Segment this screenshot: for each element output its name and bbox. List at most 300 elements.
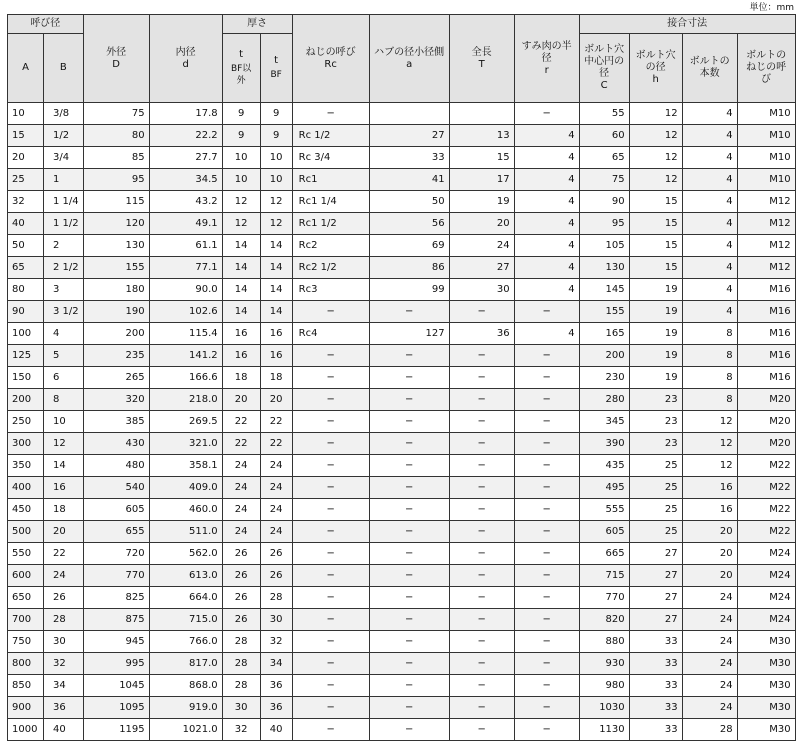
thread-name-label: ねじの呼び — [305, 46, 356, 58]
bolt-circle-cell: 665 — [579, 543, 629, 565]
thickness-non-bf-cell: 28 — [222, 675, 260, 697]
outer-diameter-cell: 155 — [83, 257, 149, 279]
bolt-circle-cell: 435 — [579, 455, 629, 477]
nominal-a-cell: 150 — [8, 367, 44, 389]
total-length-cell: − — [449, 543, 514, 565]
nominal-a-cell: 125 — [8, 345, 44, 367]
total-length-cell: − — [449, 499, 514, 521]
fillet-radius-cell: − — [514, 587, 579, 609]
fillet-radius-cell: 4 — [514, 125, 579, 147]
bolt-thread-cell: M24 — [737, 609, 795, 631]
fillet-radius-cell: 4 — [514, 323, 579, 345]
inner-diameter-symbol: d — [182, 58, 189, 70]
thread-name-header — [292, 15, 369, 103]
bolt-circle-cell: 200 — [579, 345, 629, 367]
table-row — [8, 587, 796, 609]
table-row — [8, 565, 796, 587]
thickness-bf-cell: 30 — [260, 609, 292, 631]
inner-diameter-cell: 664.0 — [149, 587, 222, 609]
total-length-cell: 15 — [449, 147, 514, 169]
thickness-bf-cell: 20 — [260, 389, 292, 411]
inner-diameter-header — [149, 15, 222, 103]
bolt-count-cell: 20 — [682, 521, 737, 543]
thickness-non-bf-cell: 24 — [222, 521, 260, 543]
outer-diameter-cell: 995 — [83, 653, 149, 675]
thread-name-cell: Rc3 — [292, 279, 369, 301]
fillet-radius-cell: − — [514, 389, 579, 411]
fillet-radius-cell: − — [514, 499, 579, 521]
fillet-radius-cell: − — [514, 103, 579, 125]
nominal-a-cell: 500 — [8, 521, 44, 543]
inner-diameter-cell: 817.0 — [149, 653, 222, 675]
thickness-non-bf-cell: 28 — [222, 631, 260, 653]
bolt-circle-cell: 95 — [579, 213, 629, 235]
hub-diameter-cell: − — [369, 433, 449, 455]
thread-name-cell: Rc2 — [292, 235, 369, 257]
thickness-bf-cell: 24 — [260, 477, 292, 499]
hub-diameter-cell: − — [369, 609, 449, 631]
bolt-hole-cell: 12 — [629, 147, 682, 169]
bolt-count-cell: 4 — [682, 213, 737, 235]
total-length-cell: − — [449, 653, 514, 675]
inner-diameter-cell: 409.0 — [149, 477, 222, 499]
thickness-non-bf-cell: 12 — [222, 213, 260, 235]
inner-diameter-cell: 766.0 — [149, 631, 222, 653]
thread-name-cell: Rc 1/2 — [292, 125, 369, 147]
nominal-b-cell: 22 — [44, 543, 84, 565]
bolt-hole-cell: 25 — [629, 521, 682, 543]
outer-diameter-cell: 1195 — [83, 719, 149, 741]
nominal-b-cell: 34 — [44, 675, 84, 697]
bolt-hole-cell: 27 — [629, 543, 682, 565]
hub-diameter-cell: − — [369, 367, 449, 389]
total-length-cell: 30 — [449, 279, 514, 301]
thickness-non-bf-cell: 32 — [222, 719, 260, 741]
bolt-count-cell: 24 — [682, 609, 737, 631]
total-length-cell: − — [449, 367, 514, 389]
bolt-hole-cell: 19 — [629, 301, 682, 323]
bolt-hole-cell: 23 — [629, 433, 682, 455]
nominal-a-cell: 65 — [8, 257, 44, 279]
thickness-non-bf-cell: 24 — [222, 455, 260, 477]
nominal-b-cell: 6 — [44, 367, 84, 389]
total-length-cell: − — [449, 697, 514, 719]
bolt-hole-symbol: h — [652, 74, 659, 85]
inner-diameter-cell: 90.0 — [149, 279, 222, 301]
thickness-non-bf-cell: 26 — [222, 609, 260, 631]
total-length-cell: − — [449, 477, 514, 499]
thickness-non-bf-cell: 16 — [222, 345, 260, 367]
inner-diameter-cell: 358.1 — [149, 455, 222, 477]
hub-diameter-cell: − — [369, 653, 449, 675]
fillet-radius-cell: 4 — [514, 257, 579, 279]
thickness-non-bf-cell: 10 — [222, 169, 260, 191]
bolt-count-cell: 4 — [682, 169, 737, 191]
bolt-thread-cell: M22 — [737, 477, 795, 499]
thread-name-cell: − — [292, 345, 369, 367]
hub-diameter-cell: − — [369, 345, 449, 367]
thread-name-cell: − — [292, 301, 369, 323]
nominal-b-cell: 5 — [44, 345, 84, 367]
outer-diameter-header — [83, 15, 149, 103]
bolt-thread-cell: M30 — [737, 675, 795, 697]
nominal-a-cell: 700 — [8, 609, 44, 631]
fillet-radius-cell: − — [514, 675, 579, 697]
fillet-radius-cell: 4 — [514, 191, 579, 213]
nominal-size-group-header: 呼び径 — [8, 15, 84, 34]
thread-name-cell: − — [292, 103, 369, 125]
nominal-a-cell: 50 — [8, 235, 44, 257]
inner-diameter-cell: 715.0 — [149, 609, 222, 631]
bolt-circle-label: ボルト穴中心円の径 — [584, 44, 625, 79]
bolt-thread-cell: M16 — [737, 279, 795, 301]
bolt-count-cell: 4 — [682, 191, 737, 213]
thread-name-cell: − — [292, 521, 369, 543]
thickness-bf-cell: 36 — [260, 675, 292, 697]
nominal-a-cell: 80 — [8, 279, 44, 301]
hub-diameter-cell: − — [369, 499, 449, 521]
hub-diameter-cell: − — [369, 565, 449, 587]
bolt-circle-cell: 75 — [579, 169, 629, 191]
bolt-circle-cell: 390 — [579, 433, 629, 455]
hub-diameter-cell: 86 — [369, 257, 449, 279]
nominal-a-cell: 650 — [8, 587, 44, 609]
bolt-hole-cell: 23 — [629, 411, 682, 433]
thickness-non-bf-cell: 26 — [222, 543, 260, 565]
nominal-b-cell: 1 1/4 — [44, 191, 84, 213]
fillet-radius-cell: − — [514, 543, 579, 565]
bolt-circle-cell: 820 — [579, 609, 629, 631]
thickness-bf-cell: 36 — [260, 697, 292, 719]
table-row — [8, 323, 796, 345]
table-row — [8, 103, 796, 125]
table-row — [8, 543, 796, 565]
bolt-circle-cell: 60 — [579, 125, 629, 147]
thickness-bf-cell: 9 — [260, 125, 292, 147]
bolt-hole-cell: 12 — [629, 125, 682, 147]
table-row — [8, 125, 796, 147]
bolt-thread-cell: M16 — [737, 345, 795, 367]
bolt-thread-cell: M20 — [737, 433, 795, 455]
hub-diameter-cell: 56 — [369, 213, 449, 235]
thread-name-symbol: Rc — [324, 58, 337, 70]
bolt-thread-cell: M10 — [737, 103, 795, 125]
thickness-non-bf-cell: 14 — [222, 301, 260, 323]
bolt-circle-cell: 55 — [579, 103, 629, 125]
outer-diameter-cell: 235 — [83, 345, 149, 367]
inner-diameter-label: 内径 — [175, 46, 196, 58]
thickness-non-bf-cell: 9 — [222, 125, 260, 147]
inner-diameter-cell: 77.1 — [149, 257, 222, 279]
bolt-hole-cell: 27 — [629, 609, 682, 631]
inner-diameter-cell: 27.7 — [149, 147, 222, 169]
bolt-circle-cell: 980 — [579, 675, 629, 697]
nominal-b-cell: 3 1/2 — [44, 301, 84, 323]
nominal-a-cell: 600 — [8, 565, 44, 587]
thickness-bf-cell: 18 — [260, 367, 292, 389]
table-row — [8, 697, 796, 719]
nominal-b-cell: 4 — [44, 323, 84, 345]
bolt-thread-cell: M24 — [737, 587, 795, 609]
table-row — [8, 653, 796, 675]
thickness-bf-cell: 24 — [260, 499, 292, 521]
flange-dimension-table-wrap — [7, 14, 796, 741]
bolt-hole-cell: 23 — [629, 389, 682, 411]
nominal-a-cell: 90 — [8, 301, 44, 323]
outer-diameter-cell: 320 — [83, 389, 149, 411]
nominal-a-header: A — [8, 34, 44, 103]
thickness-bf-cell: 22 — [260, 411, 292, 433]
outer-diameter-cell: 85 — [83, 147, 149, 169]
thickness-non-bf-cell: 10 — [222, 147, 260, 169]
bolt-hole-cell: 19 — [629, 345, 682, 367]
table-row — [8, 213, 796, 235]
bolt-hole-cell: 25 — [629, 477, 682, 499]
hub-diameter-cell: 69 — [369, 235, 449, 257]
bolt-thread-cell: M12 — [737, 235, 795, 257]
bolt-thread-cell: M16 — [737, 323, 795, 345]
bolt-count-cell: 4 — [682, 235, 737, 257]
bolt-count-cell: 8 — [682, 345, 737, 367]
thickness-non-bf-cell: 9 — [222, 103, 260, 125]
thread-name-cell: Rc1 1/2 — [292, 213, 369, 235]
hub-diameter-header — [369, 15, 449, 103]
outer-diameter-cell: 115 — [83, 191, 149, 213]
inner-diameter-cell: 34.5 — [149, 169, 222, 191]
bolt-thread-cell: M30 — [737, 631, 795, 653]
bolt-hole-cell: 19 — [629, 367, 682, 389]
bolt-circle-cell: 90 — [579, 191, 629, 213]
thickness-non-bf-cell: 22 — [222, 433, 260, 455]
outer-diameter-cell: 190 — [83, 301, 149, 323]
table-row — [8, 301, 796, 323]
fillet-radius-cell: − — [514, 609, 579, 631]
table-row — [8, 455, 796, 477]
fillet-radius-cell: − — [514, 631, 579, 653]
bolt-count-cell: 12 — [682, 411, 737, 433]
thickness-non-bf-header — [222, 34, 260, 103]
bolt-hole-cell: 12 — [629, 103, 682, 125]
total-length-cell: − — [449, 345, 514, 367]
nominal-a-cell: 900 — [8, 697, 44, 719]
fillet-radius-cell: − — [514, 455, 579, 477]
table-row — [8, 257, 796, 279]
bolt-circle-cell: 880 — [579, 631, 629, 653]
bolt-circle-cell: 280 — [579, 389, 629, 411]
fillet-radius-cell: − — [514, 411, 579, 433]
total-length-cell: − — [449, 389, 514, 411]
bolt-count-cell: 4 — [682, 301, 737, 323]
inner-diameter-cell: 166.6 — [149, 367, 222, 389]
hub-diameter-cell: − — [369, 411, 449, 433]
bolt-hole-cell: 27 — [629, 565, 682, 587]
bolt-count-cell: 4 — [682, 125, 737, 147]
inner-diameter-cell: 1021.0 — [149, 719, 222, 741]
bolt-circle-cell: 495 — [579, 477, 629, 499]
thickness-non-bf-cell: 26 — [222, 587, 260, 609]
bolt-circle-symbol: C — [600, 80, 608, 91]
bolt-hole-label: ボルト穴の径 — [635, 50, 676, 73]
hub-diameter-cell: − — [369, 521, 449, 543]
thickness-bf-header — [260, 34, 292, 103]
nominal-b-cell: 24 — [44, 565, 84, 587]
thread-name-cell: − — [292, 367, 369, 389]
table-row — [8, 521, 796, 543]
table-row — [8, 279, 796, 301]
bolt-thread-cell: M12 — [737, 213, 795, 235]
nominal-a-cell: 400 — [8, 477, 44, 499]
thickness-non-bf-cell: 16 — [222, 323, 260, 345]
thickness-non-bf-sub: BF以外 — [230, 64, 252, 86]
thread-name-cell: − — [292, 477, 369, 499]
total-length-cell: − — [449, 587, 514, 609]
bolt-circle-cell: 230 — [579, 367, 629, 389]
thickness-non-bf-cell: 24 — [222, 477, 260, 499]
total-length-header — [449, 15, 514, 103]
outer-diameter-cell: 75 — [83, 103, 149, 125]
bolt-count-cell: 24 — [682, 675, 737, 697]
hub-diameter-cell: − — [369, 587, 449, 609]
outer-diameter-cell: 825 — [83, 587, 149, 609]
bolt-circle-cell: 155 — [579, 301, 629, 323]
thickness-bf-cell: 14 — [260, 257, 292, 279]
thickness-bf-cell: 16 — [260, 323, 292, 345]
table-row — [8, 609, 796, 631]
total-length-symbol: T — [478, 58, 485, 70]
thread-name-cell: Rc 3/4 — [292, 147, 369, 169]
hub-diameter-cell: − — [369, 631, 449, 653]
nominal-a-cell: 40 — [8, 213, 44, 235]
thickness-non-bf-cell: 26 — [222, 565, 260, 587]
bolt-thread-cell: M16 — [737, 367, 795, 389]
outer-diameter-cell: 95 — [83, 169, 149, 191]
table-row — [8, 477, 796, 499]
hub-diameter-cell: − — [369, 389, 449, 411]
nominal-a-cell: 10 — [8, 103, 44, 125]
thread-name-cell: Rc1 — [292, 169, 369, 191]
thickness-bf-cell: 16 — [260, 345, 292, 367]
nominal-a-cell: 15 — [8, 125, 44, 147]
total-length-cell: − — [449, 565, 514, 587]
thickness-bf-sub: BF — [270, 70, 282, 80]
thickness-bf-cell: 22 — [260, 433, 292, 455]
total-length-cell: − — [449, 631, 514, 653]
outer-diameter-label: 外径 — [106, 46, 127, 58]
outer-diameter-cell: 430 — [83, 433, 149, 455]
thickness-bf-cell: 14 — [260, 301, 292, 323]
thickness-bf-cell: 12 — [260, 213, 292, 235]
thickness-non-bf-cell: 14 — [222, 235, 260, 257]
nominal-a-cell: 32 — [8, 191, 44, 213]
table-row — [8, 631, 796, 653]
nominal-b-cell: 32 — [44, 653, 84, 675]
hub-diameter-cell: 41 — [369, 169, 449, 191]
thread-name-cell: − — [292, 587, 369, 609]
outer-diameter-cell: 945 — [83, 631, 149, 653]
hub-diameter-cell: − — [369, 477, 449, 499]
nominal-b-cell: 28 — [44, 609, 84, 631]
thickness-non-bf-cell: 28 — [222, 653, 260, 675]
outer-diameter-cell: 720 — [83, 543, 149, 565]
fillet-radius-cell: − — [514, 719, 579, 741]
bolt-count-cell: 4 — [682, 103, 737, 125]
bolt-thread-cell: M20 — [737, 389, 795, 411]
table-row — [8, 719, 796, 741]
bolt-count-cell: 16 — [682, 477, 737, 499]
bolt-circle-cell: 145 — [579, 279, 629, 301]
outer-diameter-cell: 265 — [83, 367, 149, 389]
thickness-bf-cell: 28 — [260, 587, 292, 609]
table-row — [8, 235, 796, 257]
total-length-cell: 19 — [449, 191, 514, 213]
total-length-cell: − — [449, 433, 514, 455]
hub-diameter-label: ハブの径小径側 — [374, 46, 445, 58]
nominal-a-cell: 25 — [8, 169, 44, 191]
nominal-b-cell: 3 — [44, 279, 84, 301]
inner-diameter-cell: 919.0 — [149, 697, 222, 719]
total-length-cell: − — [449, 719, 514, 741]
total-length-cell: 27 — [449, 257, 514, 279]
bolt-hole-cell: 33 — [629, 631, 682, 653]
hub-diameter-cell: 33 — [369, 147, 449, 169]
thickness-non-bf-cell: 14 — [222, 279, 260, 301]
fillet-radius-cell: − — [514, 433, 579, 455]
inner-diameter-cell: 61.1 — [149, 235, 222, 257]
table-row — [8, 147, 796, 169]
nominal-b-cell: 14 — [44, 455, 84, 477]
bolt-circle-cell: 715 — [579, 565, 629, 587]
thread-name-cell: − — [292, 719, 369, 741]
outer-diameter-cell: 130 — [83, 235, 149, 257]
bolt-hole-cell: 27 — [629, 587, 682, 609]
nominal-a-cell: 300 — [8, 433, 44, 455]
total-length-cell: 20 — [449, 213, 514, 235]
inner-diameter-cell: 141.2 — [149, 345, 222, 367]
table-row — [8, 389, 796, 411]
bolt-count-cell: 4 — [682, 257, 737, 279]
fillet-radius-cell: 4 — [514, 147, 579, 169]
thread-name-cell: − — [292, 411, 369, 433]
fillet-radius-label: すみ肉の半径 — [521, 40, 572, 64]
outer-diameter-cell: 80 — [83, 125, 149, 147]
nominal-b-cell: 10 — [44, 411, 84, 433]
fillet-radius-cell: − — [514, 345, 579, 367]
bolt-circle-cell: 555 — [579, 499, 629, 521]
bolt-hole-cell: 25 — [629, 455, 682, 477]
outer-diameter-cell: 540 — [83, 477, 149, 499]
nominal-a-cell: 350 — [8, 455, 44, 477]
table-body — [8, 103, 796, 741]
bolt-thread-cell: M22 — [737, 455, 795, 477]
nominal-b-header: B — [44, 34, 84, 103]
hub-diameter-cell: − — [369, 697, 449, 719]
bolt-count-cell: 24 — [682, 631, 737, 653]
thickness-bf-cell: 24 — [260, 455, 292, 477]
fillet-radius-cell: − — [514, 367, 579, 389]
nominal-b-cell: 40 — [44, 719, 84, 741]
total-length-cell: − — [449, 675, 514, 697]
bolt-count-cell: 20 — [682, 543, 737, 565]
thickness-non-bf-cell: 24 — [222, 499, 260, 521]
bolt-circle-cell: 345 — [579, 411, 629, 433]
hub-diameter-cell — [369, 103, 449, 125]
thickness-non-bf-cell: 20 — [222, 389, 260, 411]
thickness-non-bf-cell: 18 — [222, 367, 260, 389]
thickness-group-header: 厚さ — [222, 15, 292, 34]
total-length-cell: − — [449, 455, 514, 477]
thread-name-cell: Rc4 — [292, 323, 369, 345]
table-row — [8, 675, 796, 697]
